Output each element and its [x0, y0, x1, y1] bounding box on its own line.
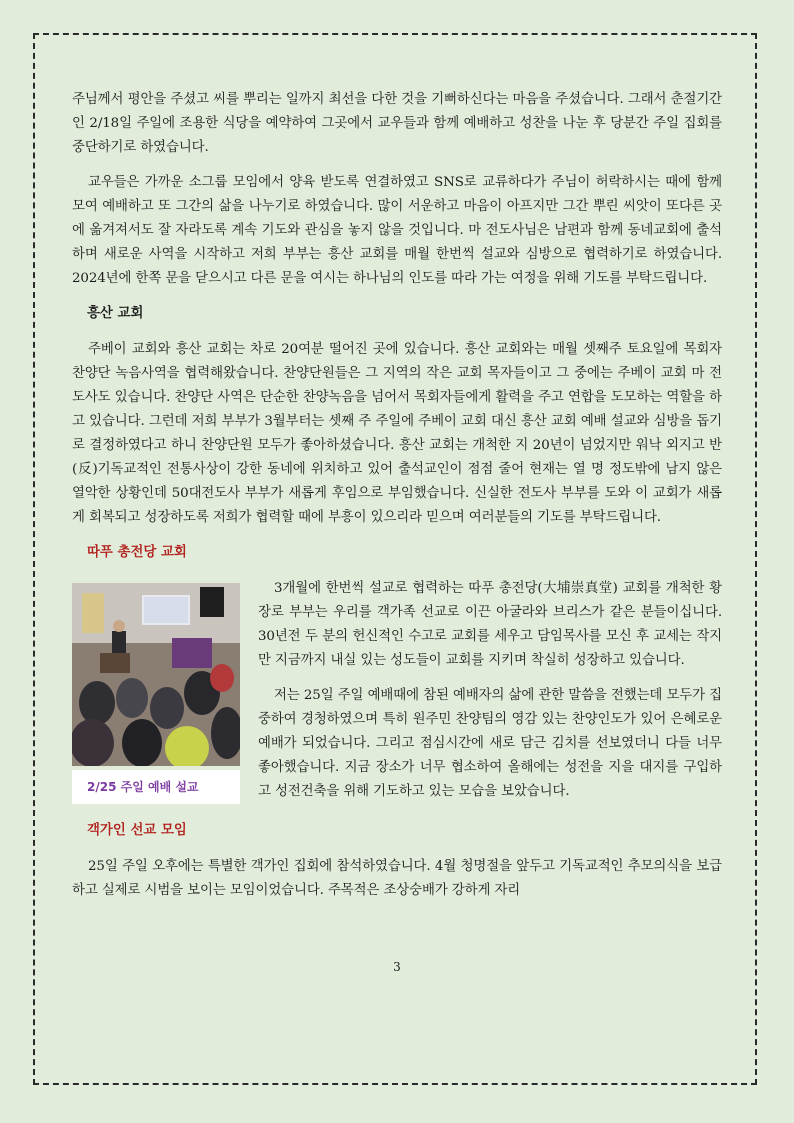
worship-photo-illustration: [72, 583, 240, 766]
document-body: [72, 88, 722, 914]
page-number: 3: [393, 960, 401, 974]
intro-paragraph-1: 주님께서 평안을 주셨고 씨를 뿌리는 일까지 최선을 다한 것을 기뻐하신다는 마음을 주셨습니다. 그래서 춘절기간인 2/18일 주일에 조용한 식당을 예약하여 그곳에서 교우들과 함께 예배하고 성찬을 나눈 후 당분간 주일 집회를 중단하기로 하였습니다.: [72, 92, 722, 155]
intro-paragraph-2: 교우들은 가까운 소그룹 모임에서 양육 받도록 연결하였고 SNS로 교류하다가 주님이 허락하시는 때에 함께 모여 예배하고 또 그간의 삶을 나누기로 하였습니다. 많이 서운하고 마음이 아프지만 그간 뿌린 씨앗이 또다른 곳에 옮겨져서도 잘 자라도록 계속 기도와 관심을 놓지 않을 것입니다. 마 전도사님은 남편과 함께 동네교회에 출석하며 새로운 사역을 시작하고 저희 부부는 흥산 교회를 매월 한번씩 설교와 심방으로 협력하기로 하였습니다. 2024년에 한쪽 문을 닫으시고 다른 문을 여시는 하나님의 인도를 따라 가는 여정을 위해 기도를 부탁드립니다.: [72, 175, 722, 286]
tapu-paragraph-1: 3개월에 한번씩 설교로 협력하는 따푸 총전당(大埔崇真堂) 교회를 개척한 황장로 부부는 우리를 객가족 선교로 이끈 아굴라와 브리스가 같은 분들이십니다. 30년전 두 분의 헌신적인 수고로 교회를 세우고 담임목사를 모신 후 교세는 작지만 지금까지 내실 있는 성도들이 교회를 지키며 착실히 성장하고 있습니다.: [258, 581, 722, 668]
section-heading-tapu: 따푸 총전당 교회: [87, 545, 187, 560]
section-heading-hakka: 객가인 선교 모임: [87, 823, 187, 838]
tapu-section: [72, 577, 722, 815]
photo-caption: 2/25 주일 예배 설교: [72, 770, 240, 804]
tapu-paragraph-2: 저는 25일 주일 예배때에 참된 예배자의 삶에 관한 말씀을 전했는데 모두가 집중하여 경청하였으며 특히 원주민 찬양팀의 영감 있는 찬양인도가 있어 은혜로운 예배가 되었습니다. 그리고 점심시간에 새로 담근 김치를 선보였더니 다들 너무 좋아했습니다. 지금 장소가 너무 협소하여 올해에는 성전을 지을 대지를 구입하고 성전건축을 위해 기도하고 있는 모습을 보았습니다.: [258, 688, 722, 799]
worship-photo-figure: [72, 583, 240, 804]
worship-sermon-photo: [72, 583, 240, 766]
hakka-paragraph: 25일 주일 오후에는 특별한 객가인 집회에 참석하였습니다. 4월 청명절을 앞두고 기독교적인 추모의식을 보급하고 실제로 시범을 보이는 모임이었습니다. 주목적은 조상숭배가 강하게 자리: [72, 859, 722, 898]
heungsan-paragraph: 주베이 교회와 흥산 교회는 차로 20여분 떨어진 곳에 있습니다. 흥산 교회와는 매월 셋째주 토요일에 목회자 찬양단 녹음사역을 협력해왔습니다. 찬양단원들은 그 지역의 작은 교회 목자들이고 그 중에는 주베이 교회 마 전도사도 있습니다. 찬양단 사역은 단순한 찬양녹음을 넘어서 목회자들에게 활력을 주고 연합을 도모하는 역할을 하고 있습니다. 그런데 저희 부부가 3월부터는 셋째 주 주일에 주베이 교회 대신 흥산 교회 예배 설교와 심방을 돕기로 결정하였다고 하니 찬양단원 모두가 좋아하셨습니다. 흥산 교회는 개척한 지 20년이 넘었지만 워낙 외지고 반(反)기독교적인 전통사상이 강한 동네에 위치하고 있어 출석교인이 점점 줄어 현재는 열 명 정도밖에 남지 않은 열악한 상황인데 50대전도사 부부가 새롭게 후임으로 부임했습니다. 신실한 전도사 부부를 도와 이 교회가 새롭게 회복되고 성장하도록 저희가 협력할 때에 부흥이 있으리라 믿으며 여러분들의 기도를 부탁드립니다.: [72, 342, 722, 525]
section-heading-heungsan: 흥산 교회: [87, 306, 144, 321]
